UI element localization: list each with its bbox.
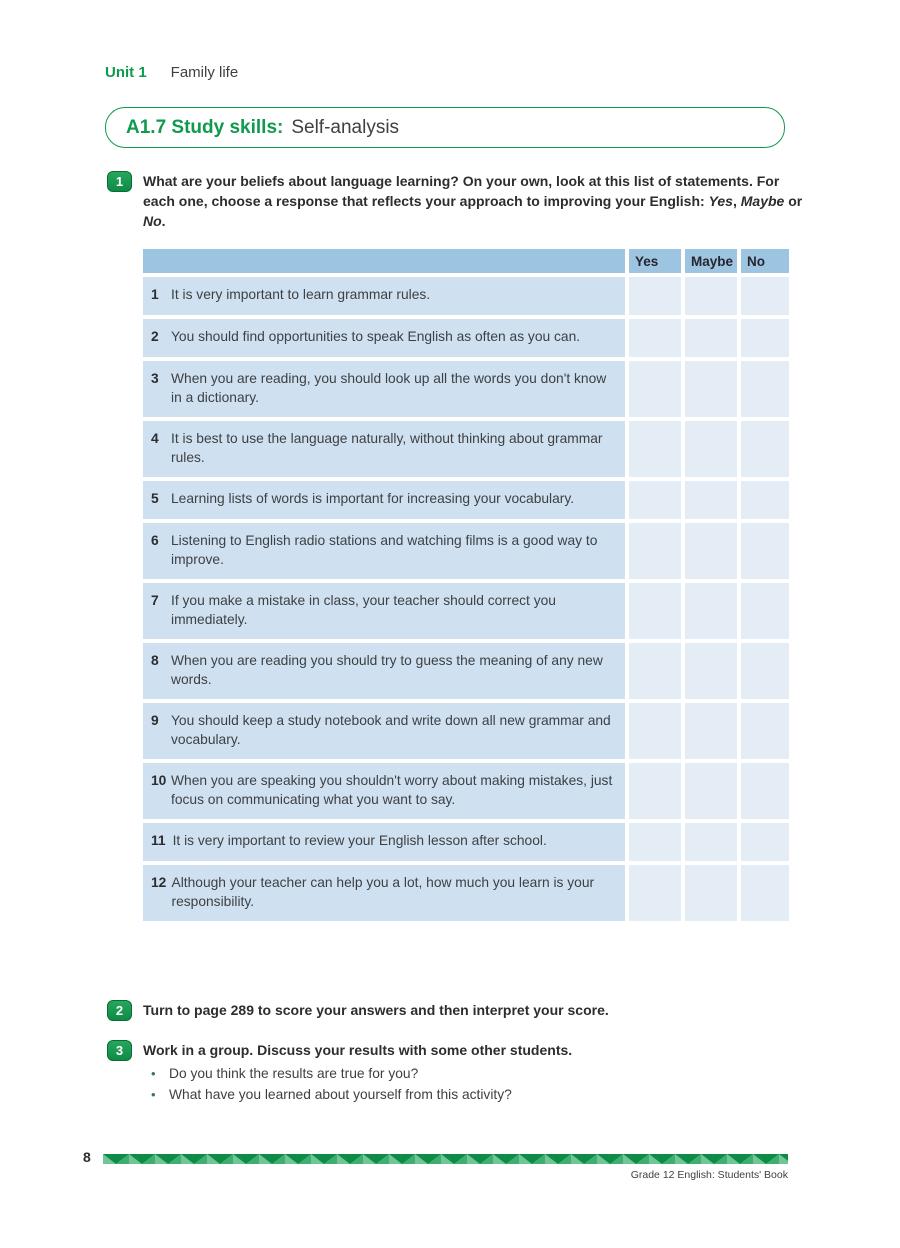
answer-cell-maybe-8[interactable] [685, 643, 737, 699]
answer-cell-no-12[interactable] [741, 865, 789, 921]
section-code: A1.7 Study skills: [126, 116, 284, 138]
page-number: 8 [83, 1149, 91, 1165]
answer-cell-yes-8[interactable] [629, 643, 681, 699]
statement-number: 2 [151, 329, 159, 344]
answer-cell-yes-11[interactable] [629, 823, 681, 861]
table-row [143, 583, 789, 639]
unit-title: Family life [170, 64, 239, 81]
unit-header [105, 64, 238, 81]
answer-cell-maybe-11[interactable] [685, 823, 737, 861]
statement-cell [143, 421, 625, 477]
option-maybe-label: Maybe [740, 193, 785, 209]
statement-number: 5 [151, 491, 159, 506]
option-no-label: No [143, 213, 162, 229]
answer-cell-no-2[interactable] [741, 319, 789, 357]
header-maybe: Maybe [685, 249, 737, 273]
table-row [143, 643, 789, 699]
answer-cell-yes-1[interactable] [629, 277, 681, 315]
statement-number: 7 [151, 593, 159, 608]
activity-2 [107, 1000, 807, 1021]
statement-number: 6 [151, 533, 159, 548]
statement-number: 12 [151, 875, 167, 890]
activity-2-number-badge: 2 [107, 1000, 132, 1021]
header-no: No [741, 249, 789, 273]
table-row [143, 703, 789, 759]
answer-cell-yes-7[interactable] [629, 583, 681, 639]
answer-cell-maybe-3[interactable] [685, 361, 737, 417]
statement-text: It is best to use the language naturally, without thinking about grammar rules. [171, 431, 603, 465]
activity-1-instruction-text: What are your beliefs about language learning? On your own, look at this list of statements. For each one, choose a response that reflects your approach to improving your English: [143, 173, 780, 209]
activity-1 [107, 171, 807, 231]
answer-cell-yes-2[interactable] [629, 319, 681, 357]
answer-cell-yes-9[interactable] [629, 703, 681, 759]
answer-cell-no-9[interactable] [741, 703, 789, 759]
discussion-bullet-item: • What have you learned about yourself from this activity? [143, 1084, 572, 1105]
table-row [143, 319, 789, 357]
beliefs-table [143, 249, 789, 925]
activity-3-number-badge: 3 [107, 1040, 132, 1061]
statement-text: When you are speaking you shouldn't worry about making mistakes, just focus on communicating what you want to say. [171, 773, 613, 807]
footer-book-title: Grade 12 English: Students' Book [630, 1169, 788, 1181]
answer-cell-yes-6[interactable] [629, 523, 681, 579]
discussion-bullet-item: • Do you think the results are true for you? [143, 1063, 572, 1084]
answer-cell-maybe-7[interactable] [685, 583, 737, 639]
answer-cell-no-5[interactable] [741, 481, 789, 519]
statement-text: Although your teacher can help you a lot, how much you learn is your responsibility. [171, 875, 595, 909]
answer-cell-maybe-9[interactable] [685, 703, 737, 759]
answer-cell-no-11[interactable] [741, 823, 789, 861]
answer-cell-maybe-6[interactable] [685, 523, 737, 579]
statement-text: Listening to English radio stations and watching films is a good way to improve. [171, 533, 598, 567]
statement-number: 3 [151, 371, 159, 386]
activity-1-instruction [143, 171, 803, 231]
answer-cell-maybe-2[interactable] [685, 319, 737, 357]
statement-text: You should keep a study notebook and write down all new grammar and vocabulary. [171, 713, 611, 747]
header-yes: Yes [629, 249, 681, 273]
footer-decorative-strip [103, 1154, 788, 1164]
table-row [143, 277, 789, 315]
statement-text: If you make a mistake in class, your teacher should correct you immediately. [171, 593, 556, 627]
activity-3-heading: Work in a group. Discuss your results with some other students. [143, 1042, 573, 1058]
statement-cell [143, 523, 625, 579]
statement-cell [143, 277, 625, 315]
statement-text: When you are reading you should try to guess the meaning of any new words. [171, 653, 603, 687]
statement-text: When you are reading, you should look up all the words you don't know in a dictionary. [171, 371, 607, 405]
answer-cell-no-6[interactable] [741, 523, 789, 579]
unit-label: Unit 1 [105, 64, 147, 81]
answer-cell-yes-10[interactable] [629, 763, 681, 819]
answer-cell-maybe-10[interactable] [685, 763, 737, 819]
table-row [143, 763, 789, 819]
answer-cell-maybe-1[interactable] [685, 277, 737, 315]
statement-number: 4 [151, 431, 159, 446]
answer-cell-maybe-12[interactable] [685, 865, 737, 921]
answer-cell-yes-3[interactable] [629, 361, 681, 417]
statement-number: 9 [151, 713, 159, 728]
answer-cell-no-7[interactable] [741, 583, 789, 639]
header-statement-cell [143, 249, 625, 273]
table-header-row [143, 249, 789, 273]
statement-cell [143, 583, 625, 639]
table-row [143, 361, 789, 417]
statement-number: 11 [151, 833, 166, 848]
statement-cell [143, 361, 625, 417]
activity-3 [107, 1040, 807, 1105]
statement-text: Learning lists of words is important for increasing your vocabulary. [171, 491, 575, 506]
table-row [143, 523, 789, 579]
table-row [143, 481, 789, 519]
section-title: Self-analysis [291, 116, 400, 138]
statement-text: It is very important to learn grammar rules. [171, 287, 431, 302]
statement-number: 10 [151, 773, 167, 788]
answer-cell-yes-12[interactable] [629, 865, 681, 921]
table-row [143, 421, 789, 477]
statement-cell [143, 481, 625, 519]
statement-cell [143, 643, 625, 699]
answer-cell-no-8[interactable] [741, 643, 789, 699]
statement-text: You should find opportunities to speak English as often as you can. [171, 329, 581, 344]
answer-cell-no-1[interactable] [741, 277, 789, 315]
table-row [143, 865, 789, 921]
answer-cell-maybe-5[interactable] [685, 481, 737, 519]
activity-3-instruction [143, 1040, 572, 1105]
discussion-bullet-list [143, 1063, 572, 1105]
activity-1-number-badge: 1 [107, 171, 132, 192]
separator: or [784, 193, 803, 209]
statement-cell [143, 703, 625, 759]
answer-cell-no-10[interactable] [741, 763, 789, 819]
statement-cell [143, 823, 625, 861]
statement-number: 8 [151, 653, 159, 668]
statement-text: It is very important to review your English lesson after school. [172, 833, 547, 848]
separator: , [732, 193, 741, 209]
answer-cell-no-3[interactable] [741, 361, 789, 417]
period: . [161, 213, 166, 229]
statement-cell [143, 319, 625, 357]
answer-cell-yes-5[interactable] [629, 481, 681, 519]
answer-cell-yes-4[interactable] [629, 421, 681, 477]
statement-cell [143, 763, 625, 819]
table-row [143, 823, 789, 861]
statement-number: 1 [151, 287, 159, 302]
statement-cell [143, 865, 625, 921]
section-title-box [105, 107, 785, 148]
answer-cell-maybe-4[interactable] [685, 421, 737, 477]
activity-2-instruction: Turn to page 289 to score your answers and then interpret your score. [143, 1002, 609, 1018]
option-yes-label: Yes [708, 193, 733, 209]
answer-cell-no-4[interactable] [741, 421, 789, 477]
